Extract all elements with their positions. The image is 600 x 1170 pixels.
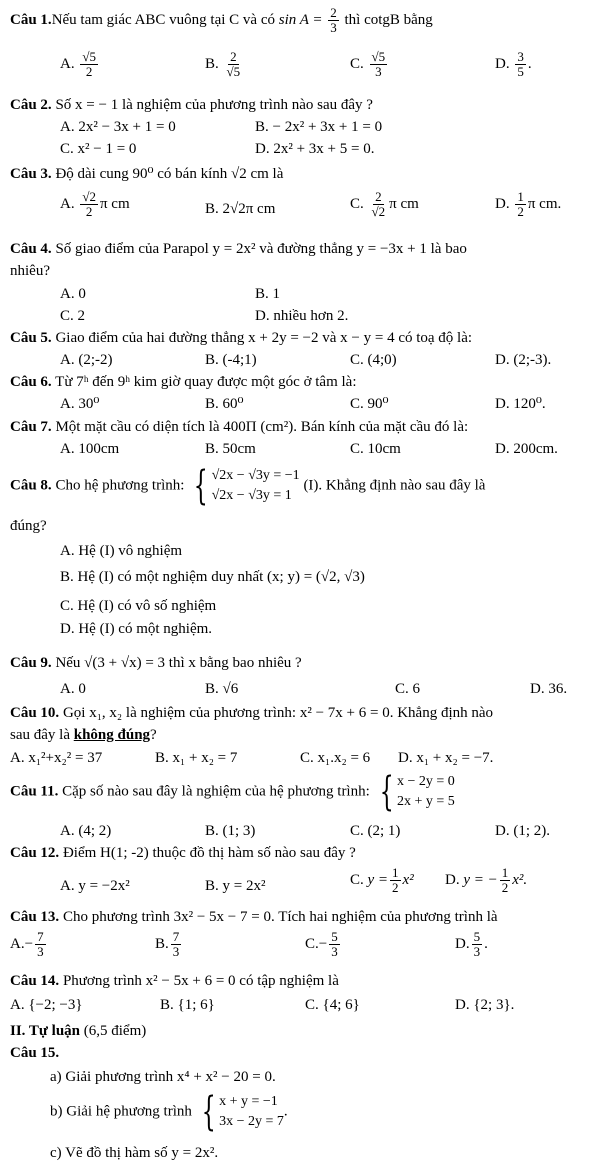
q15-system: { x + y = −1 3x − 2y = 7	[201, 1089, 284, 1136]
q9-option-b[interactable]: B. √6	[205, 681, 239, 697]
q1-stem	[10, 6, 433, 36]
q4-option-b[interactable]: B. 1	[255, 286, 281, 302]
q8-system: { √2x − √3y = −1 √2x − √3y = 1	[193, 463, 300, 510]
q14-option-d[interactable]: D. {2; 3}.	[455, 997, 515, 1013]
q8-option-d[interactable]: D. Hệ (I) có một nghiệm.	[60, 621, 213, 637]
q8-option-b[interactable]: B. Hệ (I) có một nghiệm duy nhất (x; y) = (√2, √3)	[60, 569, 365, 585]
q1-sin: sin A =	[278, 12, 323, 29]
q12-option-a[interactable]: A. y = −2x²	[60, 878, 130, 894]
q15-label: Câu 15.	[10, 1045, 60, 1061]
q7-option-b[interactable]: B. 50cm	[205, 441, 256, 457]
q15-part-b: b) Giải hệ phương trình { x + y = −1 3x − 2y = 7 .	[50, 1089, 288, 1136]
q10-stem: Câu 10. Gọi x₁, x₂ là nghiệm của phương trình: x² − 7x + 6 = 0. Khẳng định nào	[10, 705, 494, 721]
q9-stem: Câu 9. Nếu √(3 + √x) = 3 thì x bằng bao nhiêu ?	[10, 655, 302, 671]
q1-tail: thì cotgB bằng	[344, 12, 433, 29]
q5-option-d[interactable]: D. (2;-3).	[495, 352, 552, 368]
q3-stem: Câu 3. Độ dài cung 90⁰ có bán kính √2 cm là	[10, 166, 284, 182]
q3-option-d[interactable]: D. $\frac{1}{2}$ π cm.	[495, 189, 562, 220]
q2-stem: Câu 2. Số x = − 1 là nghiệm của phương trình nào sau đây ?	[10, 97, 373, 113]
q4-option-c[interactable]: C. 2	[60, 308, 86, 324]
part2-heading: II. Tự luận (6,5 điểm)	[10, 1023, 147, 1039]
q1-label: Câu 1.	[10, 12, 52, 29]
q2-option-c[interactable]: C. x² − 1 = 0	[60, 141, 137, 157]
q10-emphasis: không đúng	[73, 727, 151, 743]
q6-option-b[interactable]: B. 60⁰	[205, 396, 244, 412]
q1-text: Nếu tam giác ABC vuông tại C và có	[51, 12, 275, 29]
q8-stem: Câu 8. Cho hệ phương trình: { √2x − √3y = −1 √2x − √3y = 1 (I). Khẳng định nào sau đây là	[10, 463, 486, 510]
q11-option-a[interactable]: A. (4; 2)	[60, 823, 112, 839]
q14-option-c[interactable]: C. {4; 6}	[305, 997, 360, 1013]
q6-stem: Câu 6. Từ 7ʰ đến 9ʰ kim giờ quay được một góc ở tâm là:	[10, 374, 357, 390]
q7-option-a[interactable]: A. 100cm	[60, 441, 120, 457]
q15-part-c: c) Vẽ đồ thị hàm số y = 2x².	[50, 1145, 219, 1161]
q4-option-d[interactable]: D. nhiều hơn 2.	[255, 308, 349, 324]
q11-option-b[interactable]: B. (1; 3)	[205, 823, 256, 839]
q3-option-c[interactable]: C. $\frac{2}{√2}$ π cm	[350, 189, 419, 220]
q8-option-a[interactable]: A. Hệ (I) vô nghiệm	[60, 543, 183, 559]
q8-stem-2: đúng?	[10, 518, 47, 534]
q2-option-d[interactable]: D. 2x² + 3x + 5 = 0.	[255, 141, 375, 157]
q11-stem: Câu 11. Cặp số nào sau đây là nghiệm của hệ phương trình: { x − 2y = 0 2x + y = 5	[10, 769, 455, 816]
q1-option-b[interactable]: B. $\frac{2}{√5}$	[205, 49, 241, 80]
q10-option-a[interactable]: A. x₁²+x₂² = 37	[10, 750, 103, 766]
q4-stem: Câu 4. Số giao điểm của Parapol y = 2x² và đường thẳng y = −3x + 1 là bao	[10, 241, 467, 257]
q9-option-a[interactable]: A. 0	[60, 681, 86, 697]
q1-option-d[interactable]: D. $\frac{3}{5}$ .	[495, 49, 532, 80]
q13-stem: Câu 13. Cho phương trình 3x² − 5x − 7 = 0. Tích hai nghiệm của phương trình là	[10, 909, 498, 925]
q13-option-d[interactable]: D. $\frac{5}{3}$ .	[455, 929, 488, 960]
q9-option-d[interactable]: D. 36.	[530, 681, 568, 697]
q13-option-a[interactable]: A.− $\frac{7}{3}$	[10, 929, 44, 960]
q11-option-c[interactable]: C. (2; 1)	[350, 823, 401, 839]
q10-option-b[interactable]: B. x₁ + x₂ = 7	[155, 750, 238, 766]
q12-stem: Câu 12. Điểm H(1; -2) thuộc đồ thị hàm số nào sau đây ?	[10, 845, 356, 861]
q7-option-d[interactable]: D. 200cm.	[495, 441, 558, 457]
q5-stem: Câu 5. Giao điểm của hai đường thẳng x + 2y = −2 và x − y = 4 có toạ độ là:	[10, 330, 473, 346]
q11-system: { x − 2y = 0 2x + y = 5	[379, 769, 455, 816]
q5-option-a[interactable]: A. (2;-2)	[60, 352, 113, 368]
q14-option-b[interactable]: B. {1; 6}	[160, 997, 215, 1013]
q6-option-d[interactable]: D. 120⁰.	[495, 396, 546, 412]
q2-option-a[interactable]: A. 2x² − 3x + 1 = 0	[60, 119, 176, 135]
q10-option-d[interactable]: D. x₁ + x₂ = −7.	[398, 750, 494, 766]
q14-option-a[interactable]: A. {−2; −3}	[10, 997, 83, 1013]
q2-option-b[interactable]: B. − 2x² + 3x + 1 = 0	[255, 119, 383, 135]
q11-option-d[interactable]: D. (1; 2).	[495, 823, 550, 839]
q1-option-c[interactable]: C. $\frac{√5}{3}$	[350, 49, 386, 80]
q4-option-a[interactable]: A. 0	[60, 286, 86, 302]
q8-option-c[interactable]: C. Hệ (I) có vô số nghiệm	[60, 598, 217, 614]
q6-option-a[interactable]: A. 30⁰	[60, 396, 100, 412]
q9-option-c[interactable]: C. 6	[395, 681, 421, 697]
q12-option-d[interactable]: D. y = − $\frac{1}{2}$ x².	[445, 865, 528, 896]
q3-option-b[interactable]: B. 2√2π cm	[205, 201, 276, 217]
q4-stem-2: nhiêu?	[10, 263, 50, 279]
q1-option-a[interactable]: A. $\frac{√5}{2}$	[60, 49, 96, 80]
q14-stem: Câu 14. Phương trình x² − 5x + 6 = 0 có tập nghiệm là	[10, 973, 339, 989]
q3-option-a[interactable]: A. $\frac{√2}{2}$ π cm	[60, 189, 130, 220]
q5-option-c[interactable]: C. (4;0)	[350, 352, 397, 368]
q13-option-c[interactable]: C.− $\frac{5}{3}$	[305, 929, 338, 960]
q13-option-b[interactable]: B. $\frac{7}{3}$	[155, 929, 180, 960]
q6-option-c[interactable]: C. 90⁰	[350, 396, 389, 412]
q7-stem: Câu 7. Một mặt cầu có diện tích là 400Π (cm²). Bán kính của mặt cầu đó là:	[10, 419, 469, 435]
q5-option-b[interactable]: B. (-4;1)	[205, 352, 257, 368]
q12-option-b[interactable]: B. y = 2x²	[205, 878, 266, 894]
q15-part-a: a) Giải phương trình x⁴ + x² − 20 = 0.	[50, 1069, 276, 1085]
q1-frac: $\frac{2}{3}$	[330, 5, 337, 36]
q10-stem-2: sau đây là không đúng?	[10, 727, 157, 743]
q7-option-c[interactable]: C. 10cm	[350, 441, 401, 457]
q12-option-c[interactable]: C. y = $\frac{1}{2}$ x²	[350, 865, 414, 896]
q10-option-c[interactable]: C. x₁.x₂ = 6	[300, 750, 371, 766]
